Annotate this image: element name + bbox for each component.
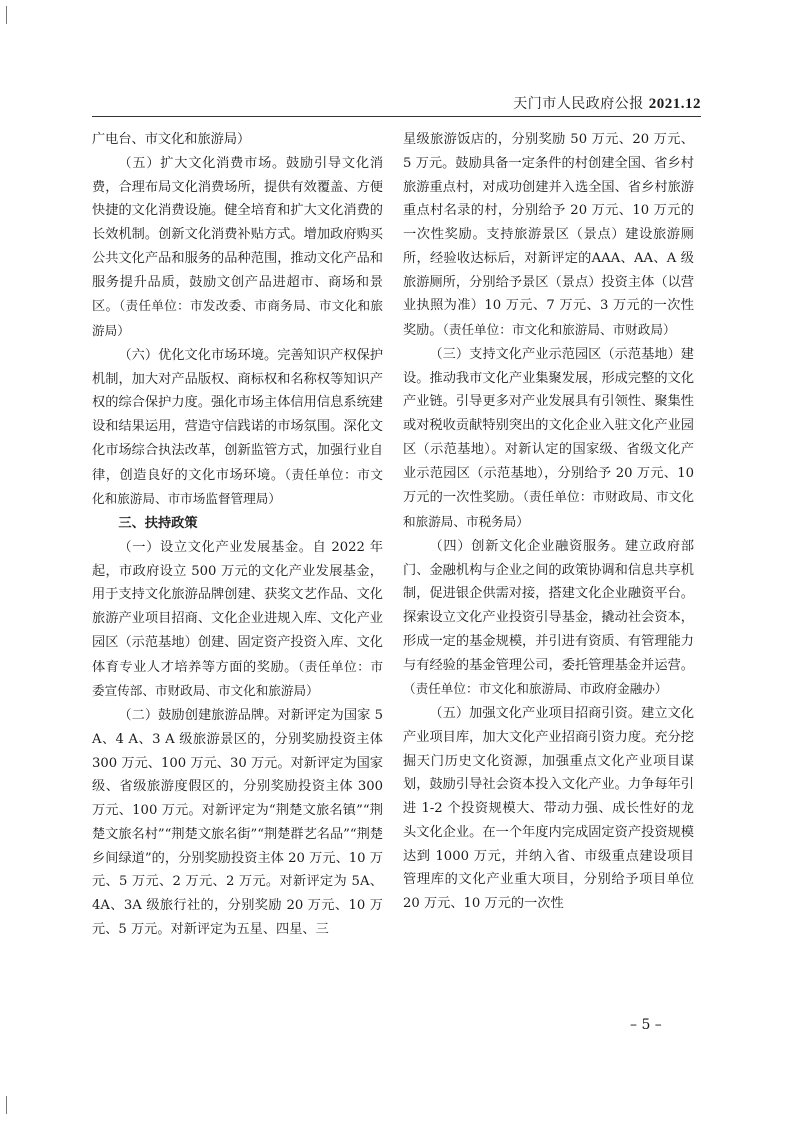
paragraph-lead: （三）支持文化产业示范园区（示范基地）建设。: [403, 346, 694, 386]
paragraph-body: 自 2022 年起，市政府设立 500 万元的文化产业发展基金，用于支持文化旅游品牌创建、获奖文艺作品、文化旅游产业项目招商、文化企业进规入库、文化产业园区（示范基地）创建、固定资产投资入库、文化体育专业人才培养等方面的奖励。: [92, 539, 384, 675]
continued-text: 星级旅游饭店的，分别奖励 50 万元、20 万元、5 万元。鼓励具备一定条件的村创建全国、省乡村旅游重点村，对成功创建并入选全国、省乡村旅游重点村名录的村，分别给予 20 万元、10 万元的一次性奖励。支持旅游景区（景点）建设旅游厕所，经验收达标后，对新评定的AAA、AA、A 级旅游厕所，分别给予景区（景点）投资主体（以营业执照为准）10 万元、7 万元、3 万元的一次性奖励。（责任单位：市文化和旅游局、市财政局）: [403, 132, 694, 338]
section-heading: 三、扶持政策: [118, 516, 198, 531]
issue-number: 2021.12: [648, 96, 701, 112]
paragraph-tourism-brand: [92, 704, 383, 942]
paragraph-financing-service: [403, 535, 694, 702]
paragraph-body: 建立政府部门、金融机构与企业之间的政策协调和信息共享机制，促进银企供需对接，搭建文化企业融资平台。探索设立文化产业投资引导基金，撬动社会资本，形成一定的基金规模，并引进有资质、有管理能力与有经验的基金管理公司，委托管理基金并运营。: [403, 538, 695, 673]
paragraph-development-fund: [92, 536, 383, 704]
paragraph-body: 推动我市文化产业集聚发展，形成完整的文化产业链。引导更多对产业发展具有引领性、聚集性或对税收贡献特别突出的文化企业入驻文化产业园区（示范基地）。对新认定的国家级、省级文化产业示范园区（示范基地），分别给予 20 万元、10 万元的一次性奖励。: [403, 370, 695, 506]
paragraph-optimize-market: [92, 344, 383, 512]
paragraph-body: 鼓励引导文化消费，合理布局文化消费场所，提供有效覆盖、方便快捷的文化消费设施。健全培育和扩大文化消费的长效机制。创新文化消费补贴方式。增加政府购买公共文化产品和服务的品种范围，推动文化产品和服务提升品质，鼓励文创产品进超市、商场和景区。: [92, 155, 384, 315]
crop-mark-bottom-left: [6, 1096, 7, 1114]
responsibility-note: （责任单位：市发改委、市商务局、市文化和旅游局）: [92, 298, 384, 338]
paragraph-expand-consumption: [92, 152, 383, 344]
responsibility-note: （责任单位：市财政局、市文化和旅游局、市税务局）: [403, 489, 695, 529]
responsibility-note: （责任单位：市文化和旅游局、市政府金融办）: [403, 681, 668, 697]
paragraph-body: 完善知识产权保护机制，加大对产品版权、商标权和名称权等知识产权的综合保护力度。强化市场主体信用信息系统建设和结果运用，营造守信践诺的市场氛围。深化文化市场综合执法改革，创新监管方式，加强行业自律，创造良好的文化市场环境。: [92, 347, 384, 483]
paragraph-lead: （一）设立文化产业发展基金。: [118, 539, 313, 555]
page-number: – 5 –: [630, 1017, 662, 1033]
journal-name: 天门市人民政府公报: [513, 96, 644, 112]
responsibility-note: （责任单位：市文化和旅游局、市市场监督管理局）: [92, 466, 384, 507]
header-rule: [92, 116, 701, 117]
paragraph-lead: （五）加强文化产业项目招商引资。: [429, 706, 642, 721]
responsibility-note: （责任单位：市文化和旅游局、市财政局）: [442, 322, 676, 337]
page-header: [0, 0, 793, 121]
left-column: [92, 128, 383, 942]
paragraph-lead: （六）优化文化市场环境。: [118, 347, 278, 363]
paragraph-body: 对新评定为国家 5 A、4 A、3 A 级旅游景区的，分别奖励投资主体 300 万元、100 万元、30 万元。对新评定为国家级、省级旅游度假区的，分别奖励投资主体 300 万元、100 万元。对新评定为“荆楚文旅名镇”“荆楚文旅名村”“荆楚文旅名街”“荆楚群艺名品”“荆楚乡间绿道”的，分别奖励投资主体 20 万元、10 万元、5 万元、2 万元、2 万元。对新评定为 5A、4A、3A 级旅行社的，分别奖励 20 万元、10 万元、5 万元。对新评定为五星、四星、三: [92, 708, 384, 937]
paragraph-body: 建立文化产业项目库，加大文化产业招商引资力度。充分挖掘天门历史文化资源，加强重点文化产业项目谋划，鼓励引导社会资本投入文化产业。力争每年引进 1-2 个投资规模大、带动力强、成长性好的龙头文化企业。在一个年度内完成固定资产投资规模达到 1000 万元，并纳入省、市级重点建设项目管理库的文化产业重大项目，分别给予项目单位 20 万元、10 万元的一次性: [403, 706, 695, 911]
paragraph-lead: （二）鼓励创建旅游品牌。: [118, 708, 278, 723]
responsibility-note: （责任单位：市委宣传部、市财政局、市文化和旅游局）: [92, 658, 383, 699]
paragraph-demo-park: [403, 343, 694, 535]
paragraph-lead: （五）扩大文化消费市场。: [118, 155, 287, 171]
header-title: [513, 93, 701, 113]
continued-text: 广电台、市文化和旅游局）: [92, 132, 251, 147]
paragraph-investment-attraction: [403, 702, 694, 916]
right-column: [403, 128, 694, 916]
paragraph-lead: （四）创新文化企业融资服务。: [429, 538, 625, 554]
